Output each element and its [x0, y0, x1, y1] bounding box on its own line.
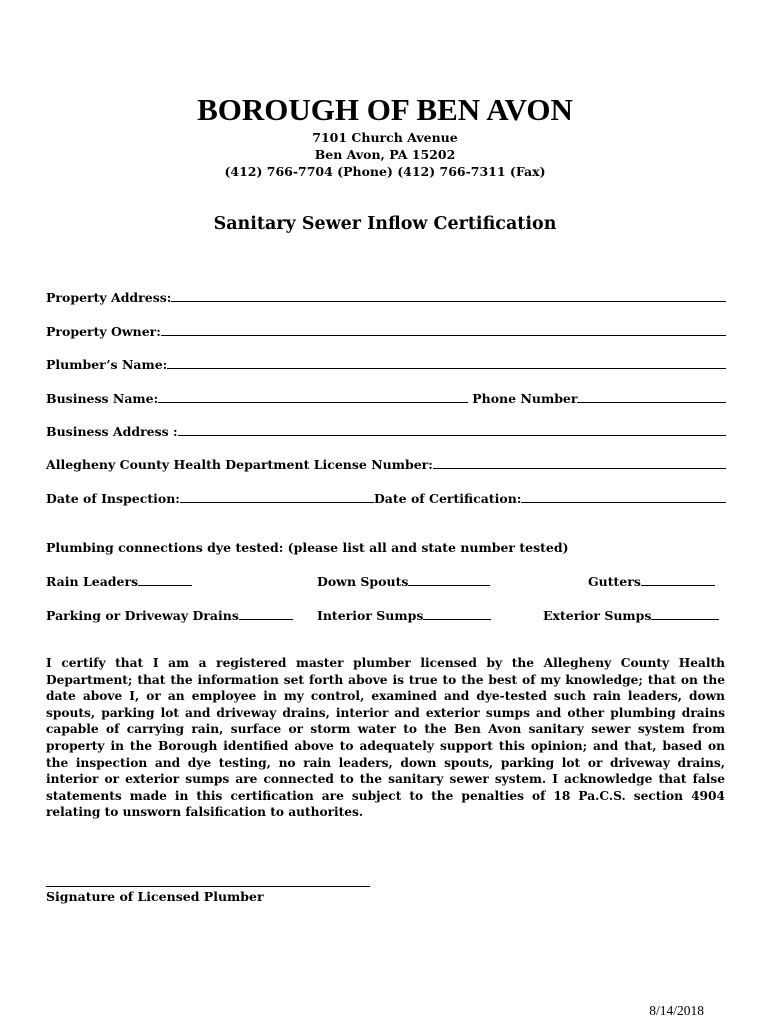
city-state-zip: Ben Avon, PA 15202 — [314, 147, 456, 162]
property-address-label: Property Address: — [46, 290, 172, 305]
down-spouts-field[interactable] — [317, 571, 490, 589]
plumbers-name-line[interactable] — [167, 356, 726, 369]
interior-sumps-field[interactable] — [317, 605, 491, 623]
dates-row[interactable] — [46, 488, 726, 506]
date-of-certification-line[interactable] — [521, 490, 726, 503]
property-address-line[interactable] — [171, 289, 726, 302]
gutters-label: Gutters — [588, 574, 641, 589]
signature-label: Signature of Licensed Plumber — [46, 889, 264, 904]
date-of-certification-label: Date of Certification: — [373, 491, 522, 506]
certification-paragraph: I certify that I am a registered master plumber licensed by the Allegheny County Health Department; that the information set forth above is true to the best of my knowledge; that on the date above I, or an employee in my control, examined and dye-tested such rain leaders, down spouts, parking lot and driveway drains, interior and exterior sumps and other plumbing drains capable of carrying rain, surface or storm water to the Ben Avon sanitary sewer system from property in the Borough identified above to adequately support this opinion; and that, based on the inspection and dye testing, no rain leaders, down spouts, parking lot or driveway drains, interior or exterior sumps are connected to the sanitary sewer system. I acknowledge that false statements made in this certification are subject to the penalties of 18 Pa.C.S. section 4904 relating to unsworn falsification to authorites. — [46, 656, 725, 820]
rain-leaders-field[interactable] — [46, 571, 192, 589]
license-number-label: Allegheny County Health Department License Number: — [46, 457, 433, 472]
footer-date: 8/14/2018 — [649, 1003, 704, 1018]
license-number-line[interactable] — [433, 456, 726, 469]
phone-number-label: Phone Number — [472, 391, 578, 406]
parking-drains-field[interactable] — [46, 605, 293, 623]
form-title: Sanitary Sewer Inflow Certification — [213, 214, 557, 234]
street-address: 7101 Church Avenue — [312, 130, 458, 145]
rain-leaders-label: Rain Leaders — [46, 574, 139, 589]
gutters-line[interactable] — [641, 573, 715, 586]
business-name-phone-row[interactable] — [46, 388, 726, 406]
business-name-label: Business Name: — [46, 391, 159, 406]
gutters-field[interactable] — [588, 571, 715, 589]
parking-drains-line[interactable] — [239, 607, 293, 620]
borough-title: BOROUGH OF BEN AVON — [197, 92, 573, 127]
exterior-sumps-field[interactable] — [543, 605, 719, 623]
date-of-inspection-line[interactable] — [180, 490, 374, 503]
business-name-line[interactable] — [158, 390, 468, 403]
interior-sumps-label: Interior Sumps — [317, 608, 424, 623]
down-spouts-label: Down Spouts — [317, 574, 409, 589]
dye-test-heading: Plumbing connections dye tested: (please list all and state number tested) — [46, 540, 569, 555]
phone-number-line[interactable] — [577, 390, 726, 403]
business-address-line[interactable] — [178, 423, 726, 436]
date-of-inspection-label: Date of Inspection: — [46, 491, 180, 506]
parking-drains-label: Parking or Driveway Drains — [46, 608, 239, 623]
exterior-sumps-line[interactable] — [651, 607, 719, 620]
property-owner-field[interactable] — [46, 321, 726, 339]
signature-line[interactable] — [46, 885, 370, 887]
business-address-field[interactable] — [46, 421, 726, 439]
phone-fax-line: (412) 766-7704 (Phone) (412) 766-7311 (Fax) — [224, 164, 546, 179]
plumbers-name-field[interactable] — [46, 354, 726, 372]
license-number-field[interactable] — [46, 454, 726, 472]
business-address-label: Business Address : — [46, 424, 178, 439]
down-spouts-line[interactable] — [408, 573, 490, 586]
property-address-field[interactable] — [46, 287, 726, 305]
rain-leaders-line[interactable] — [138, 573, 192, 586]
property-owner-line[interactable] — [161, 323, 726, 336]
exterior-sumps-label: Exterior Sumps — [543, 608, 652, 623]
plumbers-name-label: Plumber’s Name: — [46, 357, 168, 372]
property-owner-label: Property Owner: — [46, 324, 161, 339]
interior-sumps-line[interactable] — [423, 607, 491, 620]
